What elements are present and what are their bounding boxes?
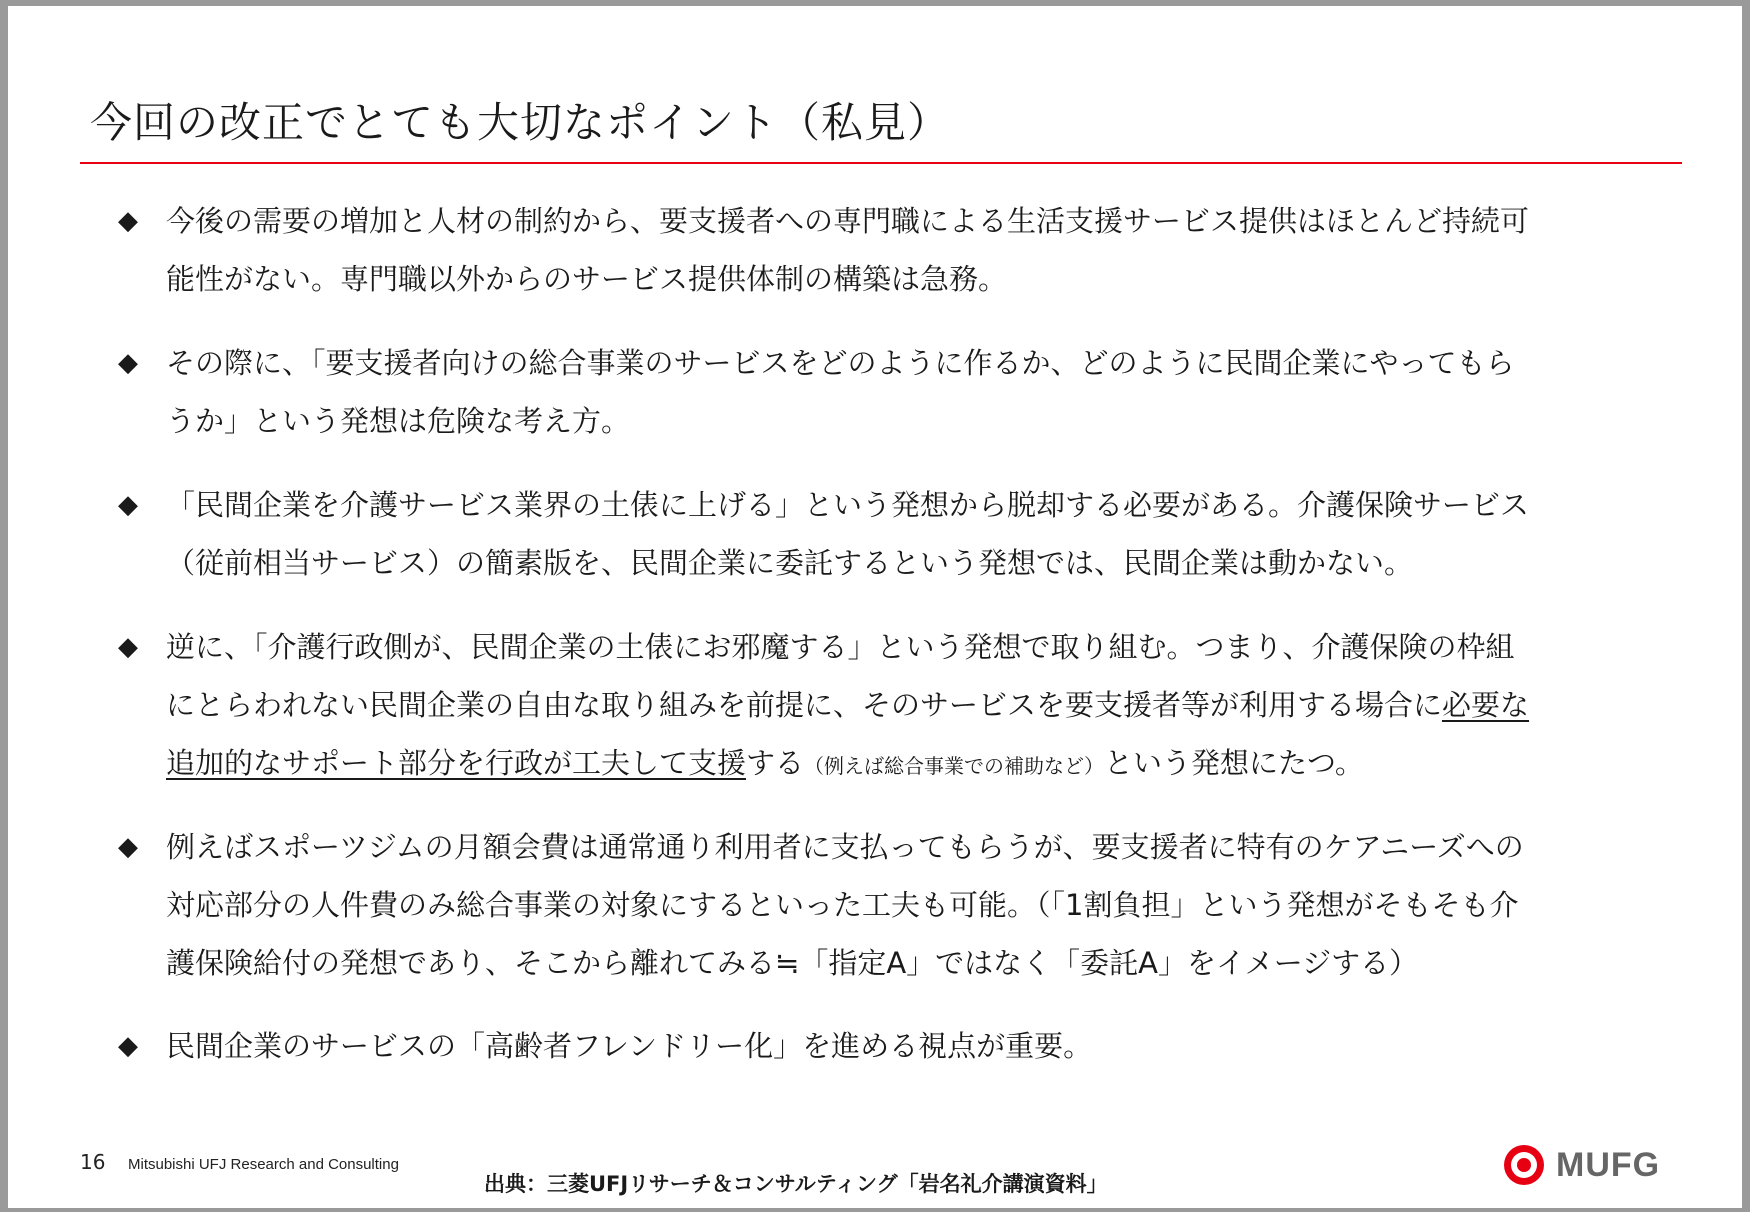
mufg-logo-icon	[1496, 1142, 1552, 1188]
mufg-logo	[1496, 1142, 1676, 1188]
underlined-phrase: 必要な	[1442, 688, 1530, 722]
source-citation: 出典：三菱UFJリサーチ＆コンサルティング「岩名礼介講演資料」	[484, 1172, 1108, 1196]
bullet-text: 「民間企業を介護サービス業界の土俵に上げる」という発想から脱却する必要がある。介護保険サービス （従前相当サービス）の簡素版を、民間企業に委託するという発想では、民間企業は動かない。	[166, 488, 1530, 580]
bullet-list	[8, 6, 1742, 1208]
bullet-text-part: 逆に、「介護行政側が、民間企業の土俵にお邪魔する」という発想で取り組む。つまり、介護保険の枠組 にとらわれない民間企業の自由な取り組みを前提に、そのサービスを要支援者等が利用する場合に	[166, 630, 1515, 722]
bullet-text: 民間企業のサービスの「高齢者フレンドリー化」を進める視点が重要。	[166, 1029, 1093, 1063]
bullet-item-1	[118, 192, 1658, 308]
bullet-item-5	[118, 818, 1658, 992]
bullet-item-4	[118, 618, 1658, 795]
slide-title: 今回の改正でとても大切なポイント（私見）	[90, 98, 951, 147]
diamond-bullet-icon: ◆	[118, 632, 138, 662]
page-number: 16	[80, 1150, 106, 1174]
company-name: Mitsubishi UFJ Research and Consulting	[128, 1156, 399, 1173]
bullet-item-2	[118, 334, 1658, 450]
diamond-bullet-icon: ◆	[118, 832, 138, 862]
bullet-text: 今後の需要の増加と人材の制約から、要支援者への専門職による生活支援サービス提供はほとんど持続可 能性がない。専門職以外からのサービス提供体制の構築は急務。	[166, 204, 1530, 296]
bullet-note: （例えば総合事業での補助など）	[804, 754, 1105, 778]
diamond-bullet-icon: ◆	[118, 348, 138, 378]
diamond-bullet-icon: ◆	[118, 490, 138, 520]
slide	[8, 6, 1742, 1208]
bullet-text-part: という発想にたつ。	[1104, 746, 1364, 780]
bullet-item-3	[118, 476, 1658, 592]
bullet-text: 例えばスポーツジムの月額会費は通常通り利用者に支払ってもらうが、要支援者に特有のケアニーズへの 対応部分の人件費のみ総合事業の対象にするといった工夫も可能。（「1割負担」という発想がそもそも介 護保険給付の発想であり、そこから離れてみる≒「指定A」ではなく「委託A」をイメージする）	[166, 830, 1524, 980]
diamond-bullet-icon: ◆	[118, 1031, 138, 1061]
bullet-text	[166, 618, 1658, 795]
bullet-text: その際に、「要支援者向けの総合事業のサービスをどのように作るか、どのように民間企業にやってもら うか」という発想は危険な考え方。	[166, 346, 1515, 438]
bullet-item-6	[118, 1017, 1658, 1075]
diamond-bullet-icon: ◆	[118, 206, 138, 236]
logo-text: MUFG	[1556, 1146, 1661, 1184]
underlined-phrase: 追加的なサポート部分を行政が工夫して支援	[166, 746, 747, 780]
bullet-text-part: する	[746, 746, 805, 780]
